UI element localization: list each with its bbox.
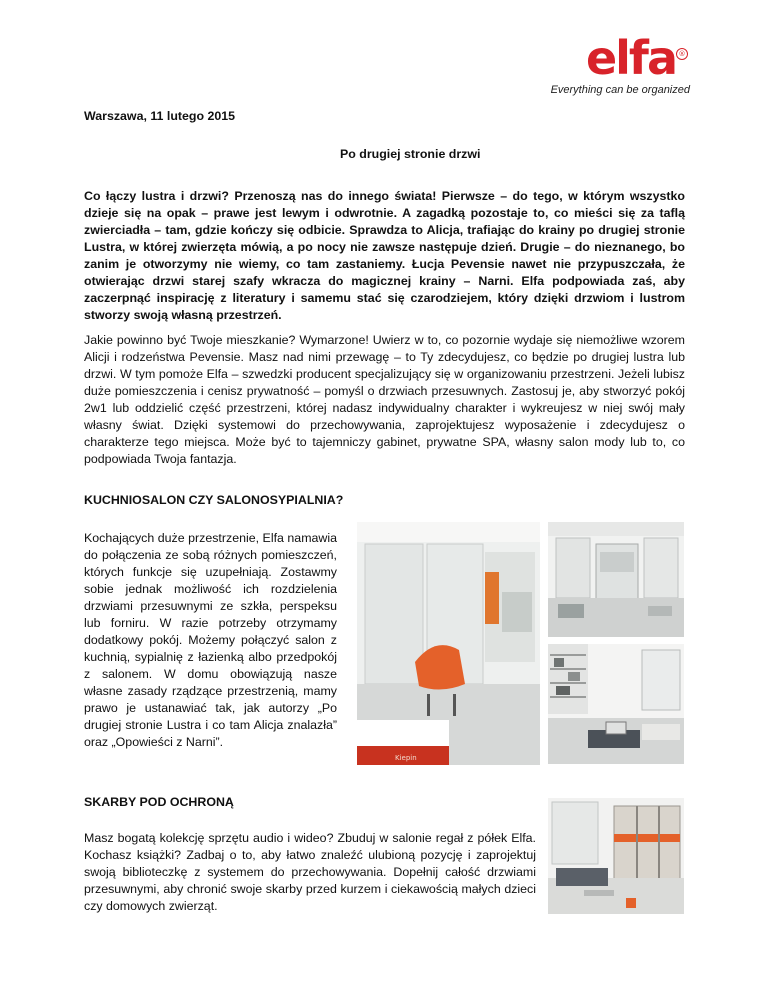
section-text-treasures: Masz bogatą kolekcję sprzętu audio i wideo? Zbuduj w salonie regał z półek Elfa. Kochasz książki? Zadbaj o to, aby łatwo znaleźć ulubioną pozycję i zaprojektuj swoją biblioteczkę z systemem do przechowywania. Dopełnij całość drzwiami przesuwnymi, aby chronić swoje skarby przed kurzem i ciekawością małych dzieci czy domowych zwierząt. (84, 831, 536, 913)
body-paragraph: Jakie powinno być Twoje mieszkanie? Wymarzone! Uwierz w to, co pozornie wydaje się niemożliwe wzorem Alicji i rodzeństwa Pevensie. Masz nad nimi przewagę – to Ty zdecydujesz, co będzie po drugiej lustra lub drzwi. W tym pomoże Elfa – szwedzki producent specjalizujący się w organizowaniu przestrzeni. Jeżeli lubisz duże pomieszczenia i cenisz prywatność – pomyśl o drzwiach przesuwnych. Zastosuj je, aby stworzyć pokój 2w1 lub oddzielić część przestrzeni, której nadasz indywidualny charakter i wykreujesz w niej swój mały własny świat. Dzięki systemowi do przechowywania, zaprojektujesz wyposażenie i zdecydujesz o charakterze tego miejsca. Może być to tajemniczy gabinet, prywatne SPA, własny salon mody lub to, co podpowiada Twoja fantazja. (84, 333, 685, 466)
page-title: Po drugiej stronie drzwi (340, 147, 481, 161)
logo-tagline: Everything can be organized (550, 84, 690, 96)
photo-sliding-door-interior (357, 522, 540, 765)
lead-paragraph: Co łączy lustra i drzwi? Przenoszą nas do innego świata! Pierwsze – do tego, w którym wszystko dzieje się na opak – prawe jest lewym i odwrotnie. A zagadką pozostaje to, co mieści się za taflą zwierciadła – tam, gdzie kończy się odbicie. Sprawdza to Alicja, trafiając do krainy po drugiej stronie Lustra, w której zwierzęta mówią, a po nocy nie zawsze następuje dzień. Drugie – do nieznanego, bo zanim je otworzymy nie wiemy, co tam zastaniemy. Łucja Pevensie nawet nie przypuszczała, że otwierając drzwi starej szafy wkracza do magicznej krainy – Narni. Elfa podpowiada zaś, aby zaczerpnąć inspirację z literatury i samemu stać się czarodziejem, który dzięki drzwiom i lustrom stworzy swoją własną przestrzeń. (84, 189, 685, 322)
photo-living-room-shelving (548, 644, 684, 764)
date-line: Warszawa, 11 lutego 2015 (84, 109, 236, 123)
photo-wardrobe-living-room (548, 798, 684, 914)
book-spine-label: Kiepin (395, 754, 417, 762)
logo-wordmark: elfa (585, 31, 676, 85)
registered-mark: ® (676, 48, 688, 60)
photo-open-plan-room (548, 522, 684, 637)
elfa-logo (540, 31, 690, 96)
section-heading-treasures: SKARBY POD OCHRONĄ (84, 795, 234, 809)
section-heading-kitchen-living: KUCHNIOSALON CZY SALONOSYPIALNIA? (84, 493, 344, 507)
section-text-kitchen-living: Kochających duże przestrzenie, Elfa namawia do połączenia ze sobą różnych pomieszczeń, których funkcje się uzupełniają. Zostawmy sobie jednak możliwość ich rozdzielenia drzwiami przesuwnymi ze szkła, perspeksu lub forniru. W razie potrzeby otrzymamy dodatkowy pokój. Możemy połączyć salon z kuchnią, sypialnię z łazienką albo przedpokój z salonem. W domu obowiązują nasze własne zasady rządzące przestrzenią, mamy prawo je ustanawiać tak, jak autorzy „Po drugiej stronie Lustra i co tam Alicja znalazła” oraz „Opowieści z Narni”. (84, 531, 337, 749)
